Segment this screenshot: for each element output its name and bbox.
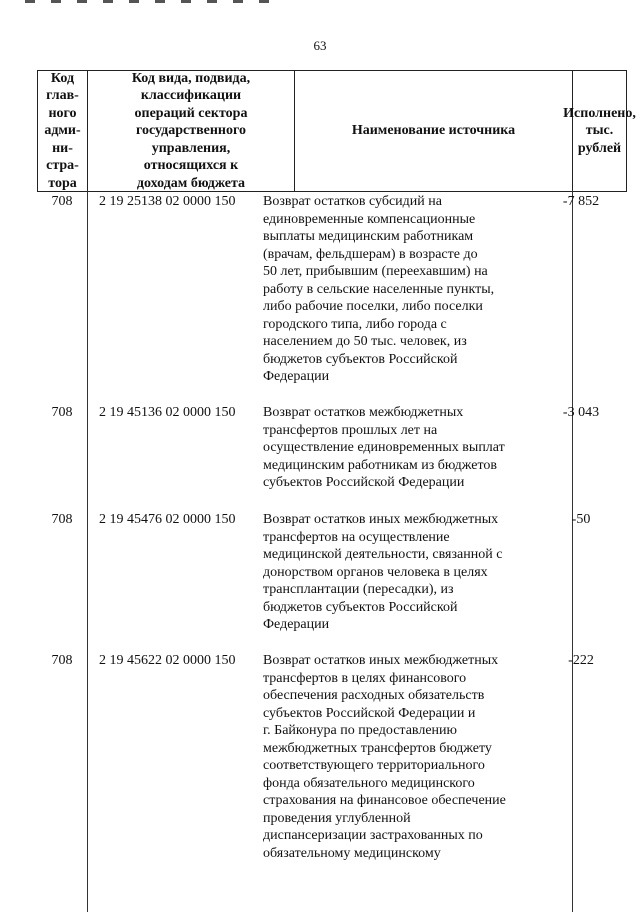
- executed-value-cell: -50: [571, 512, 591, 527]
- executed-value-cell: -222: [568, 653, 594, 668]
- kbk-cell: 2 19 25138 02 0000 150: [99, 194, 236, 209]
- header-source-name: [295, 71, 573, 191]
- source-name-cell: Возврат остатков иных межбюджетных трансфертов на осуществление медицинской деятельности, связанной с донорством органов человека в целях трансплантации (пересадки), из бюджетов субъектов Российской Федерации: [263, 512, 503, 632]
- header-admin-code-text: Код глав- ного адми- ни- стра- тора: [44, 70, 81, 191]
- table-header: [37, 70, 636, 192]
- source-name-cell: Возврат остатков иных межбюджетных трансфертов в целях финансового обеспечения расходных обязательств субъектов Российской Федерации и г. Байконура по предоставлению межбюджетных трансфертов бюджету соответствующего территориального фонда обязательного медицинского страхования на финансовое обеспечение проведения углубленной диспансеризации застрахованных по обязательному медицинскому: [263, 653, 506, 861]
- kbk-cell: 2 19 45136 02 0000 150: [99, 405, 236, 420]
- page-number: 63: [313, 38, 327, 53]
- header-executed: [563, 71, 636, 191]
- admin-code-cell: 708: [51, 653, 73, 668]
- header-classification-code: [88, 71, 295, 191]
- source-name-cell: Возврат остатков межбюджетных трансфертов прошлых лет на осуществление единовременных выплат медицинским работникам из бюджетов субъектов Российской Федерации: [263, 405, 505, 490]
- column-divider: [87, 190, 88, 912]
- kbk-cell: 2 19 45476 02 0000 150: [99, 512, 236, 527]
- executed-value-cell: -3 043: [562, 405, 600, 420]
- header-admin-code: [38, 71, 88, 191]
- admin-code-cell: 708: [51, 512, 73, 527]
- executed-value-cell: -7 852: [562, 194, 600, 209]
- kbk-cell: 2 19 45622 02 0000 150: [99, 653, 236, 668]
- source-name-cell: Возврат остатков субсидий на единовременные компенсационные выплаты медицинским работникам (врачам, фельдшерам) в возрасте до 50 лет, прибывшим (переехавшим) на работу в сельские населенные пункты, либо рабочие поселки, либо поселки городского типа, либо города с населением до 50 тыс. человек, из бюджетов субъектов Российской Федерации: [263, 194, 495, 384]
- header-source-name-text: Наименование источника: [351, 123, 516, 139]
- scan-edge-marks: [25, 0, 275, 3]
- header-classification-code-text: Код вида, подвида, классификации операций сектора государственного управления, относящихся к доходам бюджета: [131, 70, 251, 191]
- admin-code-cell: 708: [51, 405, 73, 420]
- column-divider: [572, 190, 573, 912]
- header-executed-text: Исполнено, тыс. рублей: [563, 105, 636, 156]
- admin-code-cell: 708: [51, 194, 73, 209]
